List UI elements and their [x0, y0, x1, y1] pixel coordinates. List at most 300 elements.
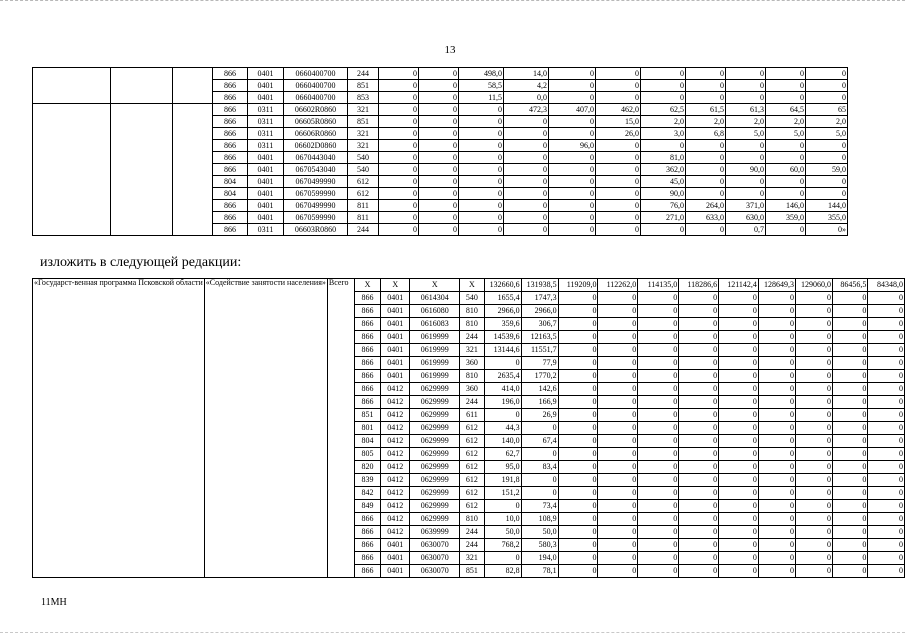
table-cell: 2,0	[726, 116, 766, 128]
table-cell: 0	[679, 331, 719, 344]
table-cell: 0	[638, 448, 679, 461]
table-cell: 0	[719, 409, 759, 422]
table-cell: 0	[679, 539, 719, 552]
header-cell: 129060,0	[795, 279, 832, 292]
table-cell: 0	[758, 331, 795, 344]
table-cell: 0	[686, 68, 726, 80]
table-cell: 0	[832, 422, 867, 435]
table-cell: 0	[558, 435, 598, 448]
table-cell: 83,4	[521, 461, 558, 474]
table-cell: 0401	[381, 370, 410, 383]
table-cell: 0	[558, 396, 598, 409]
table-cell: 0	[806, 188, 848, 200]
table-cell: 866	[354, 292, 381, 305]
table-cell: 0	[719, 539, 759, 552]
table-cell: 612	[348, 176, 379, 188]
table-cell: 0	[419, 224, 459, 236]
table-cell: 67,4	[521, 435, 558, 448]
table-cell: 371,0	[726, 200, 766, 212]
table-cell: 15,0	[596, 116, 641, 128]
table-cell: 0	[596, 92, 641, 104]
table-cell: 0670443040	[284, 152, 348, 164]
table-cell: 866	[213, 164, 248, 176]
table-cell: 853	[348, 92, 379, 104]
table-cell: 0	[459, 140, 504, 152]
table-cell: 0	[766, 140, 806, 152]
table-cell: 0	[726, 92, 766, 104]
table-cell: 851	[348, 116, 379, 128]
table-cell: 0	[719, 448, 759, 461]
table-cell: 498,0	[459, 68, 504, 80]
table-cell: 0639999	[410, 526, 460, 539]
table-cell: 0	[598, 422, 638, 435]
table-cell: 244	[348, 224, 379, 236]
table-cell: 0412	[381, 409, 410, 422]
table-cell: 0	[558, 383, 598, 396]
table-cell: 0401	[381, 318, 410, 331]
table-cell: 0	[868, 409, 905, 422]
table-cell: 0670499990	[284, 176, 348, 188]
table-cell: 0	[549, 200, 596, 212]
table-cell: 0	[832, 370, 867, 383]
table-cell: 0	[832, 552, 867, 565]
table-cell: 612	[460, 500, 484, 513]
table-cell: 0	[832, 331, 867, 344]
table-cell: 0	[638, 539, 679, 552]
table-cell: 0	[459, 200, 504, 212]
table-cell: 810	[460, 305, 484, 318]
table-cell: 146,0	[766, 200, 806, 212]
table-cell: 0	[638, 500, 679, 513]
table-cell: 0	[758, 422, 795, 435]
table-cell: 0	[719, 565, 759, 578]
table-cell: 0	[379, 188, 419, 200]
table-cell: 0	[679, 292, 719, 305]
table-cell: 0	[549, 92, 596, 104]
table-cell: 768,2	[484, 539, 521, 552]
table-cell: 0616083	[410, 318, 460, 331]
table-cell: 0	[795, 318, 832, 331]
table-cell: 6,8	[686, 128, 726, 140]
table-cell: 0	[549, 176, 596, 188]
table-cell: 804	[213, 188, 248, 200]
table-cell: 321	[460, 552, 484, 565]
table-cell: 0	[641, 140, 686, 152]
table-cell: 866	[354, 552, 381, 565]
table-cell: 0	[806, 92, 848, 104]
table-cell: 360	[460, 357, 484, 370]
table-cell: 0412	[381, 513, 410, 526]
table-cell: 13144,6	[484, 344, 521, 357]
table-cell: 414,0	[484, 383, 521, 396]
table-cell: 0	[504, 200, 549, 212]
table-cell: 866	[213, 224, 248, 236]
table-cell: 108,9	[521, 513, 558, 526]
table-cell: 0629999	[410, 383, 460, 396]
table-cell: 0	[868, 396, 905, 409]
table-cell: 0	[596, 212, 641, 224]
table-cell: 0	[795, 513, 832, 526]
table-cell: 0	[558, 565, 598, 578]
table-cell: 462,0	[596, 104, 641, 116]
table-cell: 0	[758, 370, 795, 383]
table-cell: 0	[795, 357, 832, 370]
table-cell: 0	[679, 422, 719, 435]
table-cell: 866	[213, 104, 248, 116]
table-cell: 95,0	[484, 461, 521, 474]
table-cell: 0	[379, 128, 419, 140]
table-cell: 801	[354, 422, 381, 435]
table-cell: 0	[558, 422, 598, 435]
table-cell: 0	[758, 448, 795, 461]
table-cell: 0	[795, 552, 832, 565]
table-cell: 0	[719, 396, 759, 409]
table-cell: 0	[596, 140, 641, 152]
table-cell: 0	[638, 331, 679, 344]
table-cell: 0	[758, 552, 795, 565]
table-cell: 0311	[248, 104, 284, 116]
table-cell: 0	[596, 152, 641, 164]
table-cell: 0	[549, 68, 596, 80]
table-cell: 0	[558, 513, 598, 526]
table-cell: 0	[596, 68, 641, 80]
table-cell: 0	[459, 212, 504, 224]
table-cell: 0	[806, 80, 848, 92]
table-cell: 0311	[248, 140, 284, 152]
merged-label-cell	[111, 68, 173, 104]
table-cell: 61,3	[726, 104, 766, 116]
table-cell: 612	[460, 461, 484, 474]
table-cell: 321	[460, 344, 484, 357]
table-cell: 359,0	[766, 212, 806, 224]
table-cell: 866	[354, 513, 381, 526]
table-cell: 866	[213, 152, 248, 164]
table-cell: 0	[679, 383, 719, 396]
table-cell: 851	[354, 409, 381, 422]
table-cell: 1770,2	[521, 370, 558, 383]
table-cell: 2,0	[641, 116, 686, 128]
table-cell: 0619999	[410, 331, 460, 344]
table-cell: 0	[504, 116, 549, 128]
table-cell: 866	[354, 539, 381, 552]
table-cell: 0	[598, 539, 638, 552]
table-cell: 407,0	[549, 104, 596, 116]
header-cell: X	[410, 279, 460, 292]
table-cell: 0	[726, 188, 766, 200]
table-cell: 0412	[381, 487, 410, 500]
table-cell: 866	[354, 565, 381, 578]
table-header-row	[33, 279, 905, 292]
table-cell: 0401	[248, 68, 284, 80]
table-cell: 0	[868, 422, 905, 435]
table-cell: 540	[460, 292, 484, 305]
table-cell: 61,5	[686, 104, 726, 116]
table-cell: 0660400700	[284, 92, 348, 104]
header-cell: 121142,4	[719, 279, 759, 292]
table-cell: 0	[832, 513, 867, 526]
table-cell: 0412	[381, 526, 410, 539]
table-cell: 0	[679, 552, 719, 565]
table-cell: 359,6	[484, 318, 521, 331]
table-cell: 0	[795, 383, 832, 396]
table-cell: 0	[726, 68, 766, 80]
table-cell: 0401	[248, 92, 284, 104]
table-cell: 65	[806, 104, 848, 116]
table-cell: 0670599990	[284, 212, 348, 224]
table-cell: 0	[795, 422, 832, 435]
table-cell: 0	[598, 396, 638, 409]
table-cell: 0	[379, 212, 419, 224]
merged-label-cell	[33, 68, 111, 104]
table-cell: 0	[679, 318, 719, 331]
table-cell: 0	[419, 92, 459, 104]
table-cell: 0	[596, 224, 641, 236]
header-cell: 118286,6	[679, 279, 719, 292]
table-cell: 0	[832, 565, 867, 578]
table-cell: 0	[549, 212, 596, 224]
table-cell: 0	[638, 396, 679, 409]
table-cell: 0	[638, 422, 679, 435]
table-cell: 0	[596, 80, 641, 92]
table-cell: 866	[213, 80, 248, 92]
document-code: 11МН	[41, 597, 67, 608]
table-cell: 0	[459, 224, 504, 236]
table-cell: 0	[868, 370, 905, 383]
table-cell: 0	[549, 116, 596, 128]
table-cell: 0	[795, 474, 832, 487]
table-cell: 0614304	[410, 292, 460, 305]
header-cell: 112262,0	[598, 279, 638, 292]
table-cell: 0629999	[410, 500, 460, 513]
table-cell: 0	[459, 116, 504, 128]
table-cell: 866	[213, 212, 248, 224]
table-cell: 0	[758, 500, 795, 513]
table-cell: 0	[795, 344, 832, 357]
table-cell: 0	[504, 224, 549, 236]
table-cell: 58,5	[459, 80, 504, 92]
table-cell: 0	[598, 344, 638, 357]
table-cell: 0	[598, 461, 638, 474]
table-cell: 0660400700	[284, 80, 348, 92]
table-cell: 321	[348, 104, 379, 116]
table-cell: 0	[521, 474, 558, 487]
table-cell: 0	[868, 552, 905, 565]
table-cell: 14,0	[504, 68, 549, 80]
table-cell: 0	[459, 128, 504, 140]
table-cell: 0	[504, 140, 549, 152]
table-cell: 11,5	[459, 92, 504, 104]
table-cell: 866	[354, 344, 381, 357]
total-label: Всего	[327, 279, 354, 578]
table-cell: 0	[459, 164, 504, 176]
table-cell: 2,0	[806, 116, 848, 128]
table-cell: 0	[598, 318, 638, 331]
table-cell: 0	[379, 104, 419, 116]
table-cell: 0	[459, 104, 504, 116]
table-cell: 0	[549, 224, 596, 236]
table-cell: 0	[806, 152, 848, 164]
table-cell: 804	[354, 435, 381, 448]
table-cell: 0	[558, 305, 598, 318]
table-cell: 0	[868, 305, 905, 318]
table-cell: 14539,6	[484, 331, 521, 344]
table-cell: 0	[868, 292, 905, 305]
table-cell: 0	[638, 370, 679, 383]
table-cell: 0	[719, 552, 759, 565]
table-cell: 0»	[806, 224, 848, 236]
table-cell: 0	[758, 344, 795, 357]
table-cell: 0	[598, 435, 638, 448]
table-cell: 0	[795, 292, 832, 305]
table-cell: 0	[419, 128, 459, 140]
table-cell: 0	[679, 357, 719, 370]
table-cell: 0	[832, 448, 867, 461]
table-cell: 0401	[248, 164, 284, 176]
table-cell: 0	[598, 552, 638, 565]
table-cell: 0	[679, 409, 719, 422]
merged-label-cell	[173, 104, 213, 236]
table-cell: 0	[638, 513, 679, 526]
table-cell: 0670543040	[284, 164, 348, 176]
table-cell: 849	[354, 500, 381, 513]
table-cell: 73,4	[521, 500, 558, 513]
table-cell: 0	[558, 448, 598, 461]
table-cell: 151,2	[484, 487, 521, 500]
table-cell: 2,0	[766, 116, 806, 128]
header-cell: 119209,0	[558, 279, 598, 292]
table-cell: 612	[460, 435, 484, 448]
table-cell: 2966,0	[484, 305, 521, 318]
table-cell: 0	[484, 357, 521, 370]
table-cell: 10,0	[484, 513, 521, 526]
table-cell: 271,0	[641, 212, 686, 224]
table-cell: 0	[832, 435, 867, 448]
table-cell: 0311	[248, 224, 284, 236]
table-cell: 0	[795, 461, 832, 474]
program-label: «Государст-венная программа Псковской области	[33, 279, 205, 578]
header-cell: X	[460, 279, 484, 292]
table-cell: 0	[598, 292, 638, 305]
table-cell: 0	[832, 409, 867, 422]
table-cell: 06605R0860	[284, 116, 348, 128]
table-cell: 0	[379, 176, 419, 188]
table-cell: 1747,3	[521, 292, 558, 305]
header-cell: 114135,0	[638, 279, 679, 292]
table-cell: 321	[348, 128, 379, 140]
table-cell: 0	[868, 383, 905, 396]
table-cell: 0	[459, 152, 504, 164]
table-cell: 0629999	[410, 448, 460, 461]
table-cell: 0	[596, 188, 641, 200]
table-cell: 1655,4	[484, 292, 521, 305]
table-cell: 0	[758, 435, 795, 448]
table-cell: 244	[348, 68, 379, 80]
table-cell: 0	[638, 461, 679, 474]
table-cell: 0	[598, 487, 638, 500]
table-cell: 0	[868, 357, 905, 370]
table-cell: 851	[348, 80, 379, 92]
table-cell: 0,0	[504, 92, 549, 104]
table-cell: 0412	[381, 396, 410, 409]
table-cell: 866	[213, 128, 248, 140]
table-cell: 0	[549, 188, 596, 200]
table-cell: 0	[686, 164, 726, 176]
table-cell: 633,0	[686, 212, 726, 224]
table-cell: 0	[679, 305, 719, 318]
table-cell: 0	[758, 526, 795, 539]
table-cell: 0	[484, 409, 521, 422]
table-cell: 0	[549, 152, 596, 164]
table-cell: 166,9	[521, 396, 558, 409]
table-cell: 0	[596, 164, 641, 176]
merged-label-cell	[111, 104, 173, 236]
table-cell: 0412	[381, 461, 410, 474]
table-cell: 0	[795, 565, 832, 578]
table-cell: 0	[832, 500, 867, 513]
table-cell: 321	[348, 140, 379, 152]
table-cell: 4,2	[504, 80, 549, 92]
table-cell: 0	[641, 92, 686, 104]
header-cell: 84348,0	[868, 279, 905, 292]
table-cell: 0	[638, 292, 679, 305]
table-cell: 810	[460, 370, 484, 383]
table-cell: 140,0	[484, 435, 521, 448]
table-cell: 194,0	[521, 552, 558, 565]
table-cell: 0	[758, 539, 795, 552]
table-cell: 0	[719, 474, 759, 487]
table-cell: 0	[719, 487, 759, 500]
table-cell: 0	[766, 92, 806, 104]
table-cell: 0	[638, 409, 679, 422]
table-cell: 0	[795, 305, 832, 318]
table-cell: 0	[832, 357, 867, 370]
table-cell: 45,0	[641, 176, 686, 188]
table-cell: 611	[460, 409, 484, 422]
table-cell: 472,3	[504, 104, 549, 116]
table-cell: 0401	[381, 331, 410, 344]
table-cell: 0	[719, 344, 759, 357]
table-cell: 0	[558, 292, 598, 305]
table-cell: 0	[379, 68, 419, 80]
header-cell: X	[381, 279, 410, 292]
table-cell: 0670499990	[284, 200, 348, 212]
table-cell: 0	[868, 331, 905, 344]
table-cell: 866	[354, 318, 381, 331]
table-cell: 0	[868, 318, 905, 331]
table-cell: 0	[679, 513, 719, 526]
table-cell: 5,0	[806, 128, 848, 140]
table-cell: 0	[638, 487, 679, 500]
table-cell: 0	[686, 140, 726, 152]
table-cell: 0	[726, 152, 766, 164]
table-cell: 0	[504, 164, 549, 176]
table-cell: 0	[795, 526, 832, 539]
table-cell: 0	[641, 80, 686, 92]
old-budget-table	[32, 67, 848, 236]
table-cell: 0	[598, 448, 638, 461]
table-cell: 0	[638, 318, 679, 331]
table-cell: 0	[558, 318, 598, 331]
table-cell: 0	[638, 552, 679, 565]
page-number: 13	[444, 44, 456, 56]
table-cell: 0	[758, 318, 795, 331]
table-cell: 0	[558, 344, 598, 357]
table-cell: 0	[719, 370, 759, 383]
table-cell: 0	[679, 344, 719, 357]
table-cell: 0	[679, 487, 719, 500]
table-cell: 0	[758, 305, 795, 318]
merged-label-cell	[33, 104, 111, 236]
